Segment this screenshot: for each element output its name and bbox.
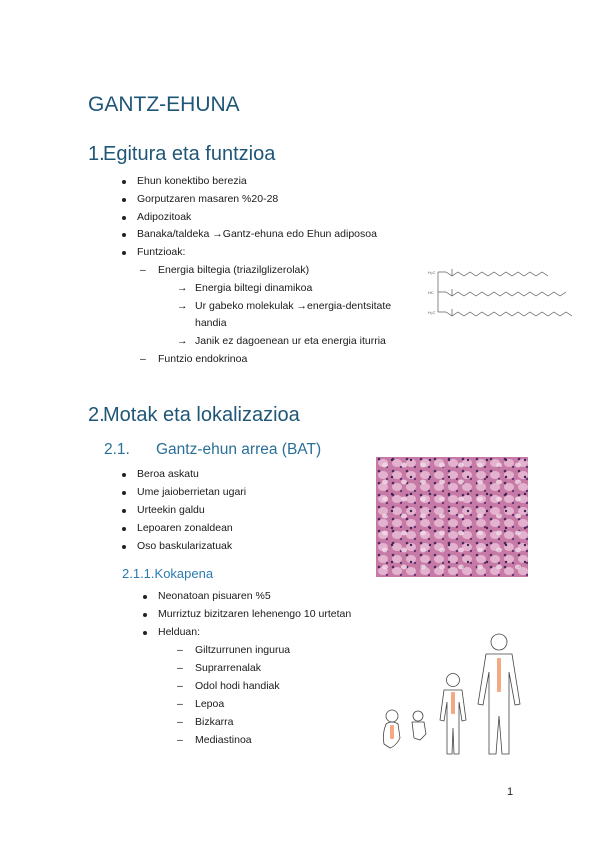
location-item: – Suprarrenalak xyxy=(195,662,261,674)
location-item: – Lepoa xyxy=(195,698,224,710)
section-2-title: Motak eta lokalizazioa xyxy=(103,404,300,426)
document-title: GANTZ-EHUNA xyxy=(88,93,240,116)
list-item: Ume jaioberrietan ugari xyxy=(137,486,247,498)
triglyceride-molecule-image xyxy=(428,266,573,322)
location-item: – Mediastinoa xyxy=(195,734,252,746)
list-item: Urteekin galdu xyxy=(137,504,205,516)
function-item: – Energia biltegia (triazilglizerolak) xyxy=(158,264,309,276)
list-item: Murriztuz bizitzaren lehenengo 10 urtetan xyxy=(158,608,352,620)
location-item: – Odol hodi handiak xyxy=(195,680,280,692)
subsection-2-1-title: Gantz-ehun arrea (BAT) xyxy=(156,441,322,458)
svg-text:HC: HC xyxy=(428,290,434,295)
list-item: Banaka/taldeka →Gantz-ehuna edo Ehun adiposoa xyxy=(137,228,377,240)
list-item: Ehun konektibo berezia xyxy=(137,175,247,187)
brown-fat-location-figures-image xyxy=(378,628,530,756)
section-1-title: Egitura eta funtzioa xyxy=(103,143,276,165)
section-2-number: 2. xyxy=(88,404,105,426)
svg-text:H₂C: H₂C xyxy=(428,310,436,315)
section-2-heading xyxy=(88,404,300,427)
brown-adipose-histology-image xyxy=(376,457,528,577)
function-item: – Funtzio endokrinoa xyxy=(158,353,247,365)
list-item: Gorputzaren masaren %20-28 xyxy=(137,193,279,205)
function-subitem-continuation: handia xyxy=(195,317,227,329)
list-item: Lepoaren zonaldean xyxy=(137,522,233,534)
subsection-2-1-number: 2.1. xyxy=(104,441,130,458)
function-subitem: → Ur gabeko molekulak →energia-dentsitate xyxy=(195,300,391,312)
list-item: Adipozitoak xyxy=(137,211,192,223)
list-item: Oso baskularizatuak xyxy=(137,540,233,552)
list-item: Neonatoan pisuaren %5 xyxy=(158,590,271,602)
list-item: Funtzioak: xyxy=(137,246,186,258)
page-number: 1 xyxy=(507,786,514,798)
subsection-2-1-1-heading: 2.1.1.Kokapena xyxy=(122,566,214,581)
location-item: – Bizkarra xyxy=(195,716,234,728)
location-item: – Giltzurrunen ingurua xyxy=(195,644,290,656)
list-item: Beroa askatu xyxy=(137,468,199,480)
list-item: Helduan: xyxy=(158,626,201,638)
section-1-number: 1. xyxy=(88,143,105,165)
svg-text:H₂C: H₂C xyxy=(428,270,436,275)
function-subitem: → Energia biltegi dinamikoa xyxy=(195,282,312,294)
section-1-heading xyxy=(88,143,275,166)
function-subitem: → Janik ez dagoenean ur eta energia iturria xyxy=(195,335,386,347)
